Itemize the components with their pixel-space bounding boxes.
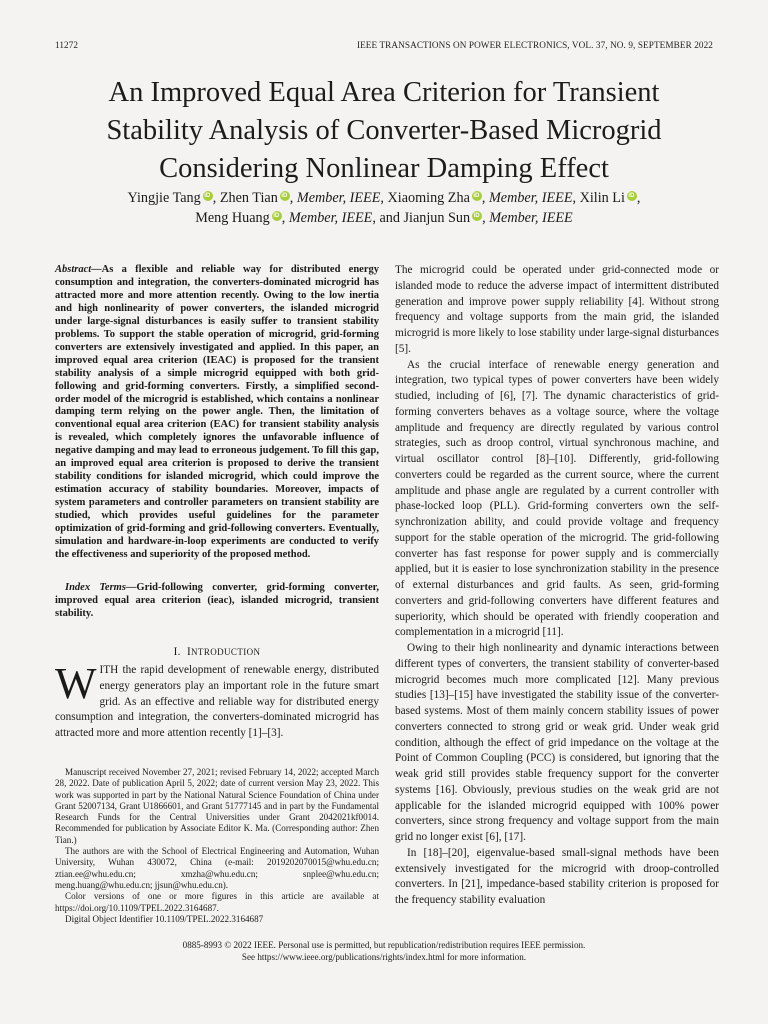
member-label: Member, IEEE xyxy=(288,210,373,226)
section-heading xyxy=(55,646,379,658)
author-name: Xiaoming Zha xyxy=(387,190,470,206)
footnotes xyxy=(55,767,379,925)
author-name: Yingjie Tang xyxy=(127,190,201,206)
index-terms-label: Index Terms xyxy=(65,582,126,593)
author-list: Yingjie TangiD , Zhen TianiD , Member, IEEE, Xiaoming ZhaiD , Member, IEEE, Xilin LiiD , Meng HuangiD , Member, IEEE, and Jianjun SuniD , Member, IEEE xyxy=(80,188,688,228)
section-numeral: I. xyxy=(173,646,181,658)
author-name: Jianjun Sun xyxy=(403,210,471,226)
paper-title: An Improved Equal Area Criterion for Transient Stability Analysis of Converter-Based Microgrid Considering Nonlinear Damping Effect xyxy=(106,77,662,184)
drop-cap: W xyxy=(55,659,97,708)
right-column xyxy=(395,263,719,909)
footnote-manuscript: Manuscript received November 27, 2021; revised February 14, 2022; accepted March 28, 2022. Date of publication April 5, 2022; date of current version May 23, 2022. This work was supported in part by the National Natural Science Foundation of China under Grant 52007134, Grant U1866601, and Grant 51777145 and in part by the Fundamental Research Funds for the Central Universities under Grant 2042021kf0014. Recommended for publication by Associate Editor K. Ma. (Corresponding author: Zhen Tian.) xyxy=(55,767,379,845)
orcid-icon[interactable] xyxy=(280,191,290,201)
footnote-color: Color versions of one or more figures in this article are available at https://doi.org/10.1109/TPEL.2022.3164687. xyxy=(55,891,379,913)
page-number: 11272 xyxy=(55,40,79,50)
copyright-line: 0885-8993 © 2022 IEEE. Personal use is permitted, but republication/redistribution requires IEEE permission. xyxy=(182,940,586,950)
abstract xyxy=(55,264,379,562)
index-terms-text: —Grid-following converter, grid-forming converter, improved equal area criterion (ieac), islanded microgrid, transient stability. xyxy=(55,582,379,619)
member-label: Member, IEEE xyxy=(488,190,573,206)
body-paragraph: Owing to their high nonlinearity and dynamic interactions between different types of converters, the transient stability of converter-based microgrid becomes much more complicated [12]. Many previous studies [13]–[15] have investigated the stability issue of the converter-based systems. Most of them mainly concern stability issues of power converters connected to strong grid or weak grid. Under weak grid condition, although the effect of grid impedance on the voltage at the Point of Common Coupling (PCC) is considered, but ignoring that the weak grid still provides stable frequency support for the converter systems [16]. Obviously, previous studies on the weak grid are not applicable for the islanded microgrid equipped with 100% power converters, since strong frequency and voltage support from the main grid no longer exist [6], [17]. xyxy=(395,642,719,843)
index-terms xyxy=(55,582,379,621)
intro-text: ITH the rapid development of renewable energy, distributed energy generators play an important role in the future smart grid. As an effective and reliable way for distributed energy consumption and integration, the converters-dominated microgrid has attracted more and more attention recently [1]–[3]. xyxy=(55,664,379,739)
copyright-footer xyxy=(60,940,708,963)
orcid-icon[interactable] xyxy=(472,211,482,221)
body-paragraph: As the crucial interface of renewable energy generation and integration, two typical types of power converters have been widely studied, including of [6], [7]. The dynamic characteristics of grid-forming converters behaves as a voltage source, where the voltage amplitude and frequency are directly regulated by various control strategies, such as droop control, virtual synchronous machine, and virtual oscillator control [8]–[10]. Differently, grid-following converters could be regarded as the current source, where the current amplitude and phase angle are regulated by a current controller with phase-locked loop (PLL). Grid-forming converters own the self-synchronization ability, and could provide voltage and frequency support for the stable operation of the microgrid. The grid-following converter has fast response for power supply and is commercially applied, but it is easier to lose synchronization stability in the presence of external disturbances and grid faults. As seen, grid-forming converters and grid-following converters have different features and superiority, which should be operated with friendly cooperation and complementation in a microgrid [11]. xyxy=(395,358,719,639)
body-paragraph: The microgrid could be operated under grid-connected mode or islanded mode to reduce the adverse impact of intermittent distributed generation and improve power supply reliability [4]. Without strong frequency and voltage supports from the main grid, the islanded microgrid is more likely to lose stability under large-signal disturbances [5]. xyxy=(395,264,719,355)
orcid-icon[interactable] xyxy=(272,211,282,221)
author-name: Xilin Li xyxy=(579,190,625,206)
conjunction: and xyxy=(379,210,400,226)
section-title-first: I xyxy=(186,646,192,658)
intro-paragraph xyxy=(55,659,379,742)
rights-link[interactable]: See https://www.ieee.org/publications/rights/index.html for more information. xyxy=(241,951,527,962)
journal-header: IEEE TRANSACTIONS ON POWER ELECTRONICS, VOL. 37, NO. 9, SEPTEMBER 2022 xyxy=(356,40,713,50)
footnote-doi: Digital Object Identifier 10.1109/TPEL.2022.3164687 xyxy=(65,913,264,924)
member-label: Member, IEEE xyxy=(296,190,381,206)
orcid-icon[interactable] xyxy=(203,191,213,201)
footnote-affiliation: The authors are with the School of Electrical Engineering and Automation, Wuhan University, Wuhan 430072, China (e-mail: 2019202070015@whu.edu.cn; ztian.ee@whu.edu.cn; xmzha@whu.edu.cn; snplee@whu.edu.cn; meng.huang@whu.edu.cn; jjsun@whu.edu.cn). xyxy=(55,846,379,890)
body-paragraph: In [18]–[20], eigenvalue-based small-signal methods have been extensively investigated for the microgrid with droop-controlled converters. In [21], impedance-based stability criterion is proposed for the frequency stability evaluation xyxy=(395,846,719,906)
orcid-icon[interactable] xyxy=(627,191,637,201)
member-label: Member, IEEE xyxy=(489,210,573,226)
author-name: Zhen Tian xyxy=(219,190,278,206)
section-title-rest: NTRODUCTION xyxy=(191,647,261,657)
orcid-icon[interactable] xyxy=(472,191,482,201)
author-name: Meng Huang xyxy=(195,210,270,226)
abstract-label: Abstract xyxy=(55,264,92,275)
abstract-text: —As a flexible and reliable way for distributed energy consumption and integration, the converters-dominated microgrid has attracted more and more attention recently. Owing to the low inertia and high nonlinearity of power converters, the islanded microgrid under large-signal disturbances is easily suffer to transient stability problems. To support the stable operation of microgrid, grid-forming converters are extensively investigated and applied. In this paper, an improved equal area criterion (IEAC) is proposed for the transient stability analysis of a simple microgrid equipped with both grid-following and grid-forming converters. Firstly, a simplified second-order model of the microgrid is established, which contains a nonlinear damping term relying on the power angle. Then, the limitation of conventional equal area criterion (EAC) for transient stability analysis is revealed, which completely ignores the unfavorable influence of negative damping and may lead to erroneous judgement. To fill this gap, an improved equal area criterion is proposed to derive the transient stability conditions for islanded microgrid, which could improve the estimation accuracy of stability boundaries. Moreover, impacts of system parameters and controller parameters on transient stability are studied, which provides useful guidelines for the parameter optimization of grid-forming and grid-following converters. Eventually, simulation and hardware-in-loop experiments are conducted to verify the effectiveness and superiority of the proposed method. xyxy=(55,264,379,560)
